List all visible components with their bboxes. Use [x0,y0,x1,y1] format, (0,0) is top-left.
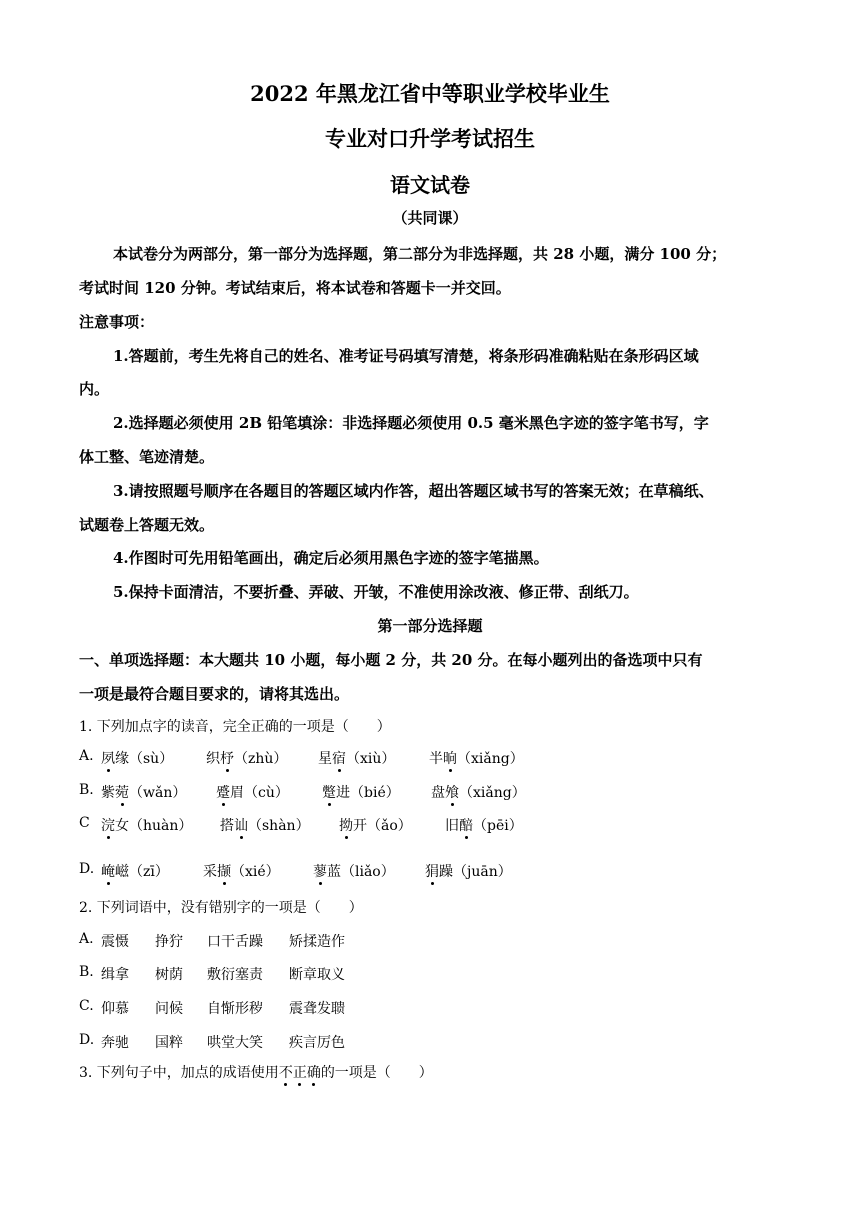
option-label: B. [79,782,94,798]
option-label: D. [79,1032,95,1048]
intro-line1: 本试卷分为两部分，第一部分为选择题，第二部分为非选择题，共 28 小题，满分 100 分； [113,245,727,263]
word: 半晌（xiǎng） [429,751,524,767]
dotted-char: 蓼 [313,864,327,880]
word: 缉拿 [101,967,129,983]
word: 蹩进（bié） [322,785,400,801]
question-3-stem: 3. 下列句子中，加点的成语使用不正确的一项是（ ） [79,1065,433,1081]
option-label: D. [79,861,95,877]
dotted-char: 狷 [425,864,439,880]
dotted-char: 蹩 [322,785,336,801]
notice-2b: 体工整、笔迹清楚。 [79,448,215,466]
dotted-char: 崦 [101,864,115,880]
exam-subtitle: （共同课） [392,209,468,227]
word: 蹙眉（cù） [216,785,289,801]
dotted-char: 夙 [101,751,115,767]
word: 搭讪（shàn） [220,818,310,834]
notice-1b: 内。 [79,380,110,398]
dotted-char: 醅 [459,818,473,834]
word: 夙缘（sù） [101,751,174,767]
option-label: C [79,815,90,831]
option-label: A. [79,931,94,947]
word: 浣女（huàn） [101,818,193,834]
word: 狷躁（juān） [425,864,512,880]
word: 奔驰 [101,1035,129,1051]
word: 口干舌躁 [207,934,263,950]
notice-title: 注意事项： [79,313,155,331]
word: 自惭形秽 [207,1001,263,1017]
exam-title-line1: 2022 年黑龙江省中等职业学校毕业生 [250,81,610,106]
word: 采撷（xié） [203,864,280,880]
option-label: B. [79,964,94,980]
question-1-stem: 1. 下列加点字的读音，完全正确的一项是（ ） [79,719,391,735]
word: 矫揉造作 [289,934,345,950]
option-label: A. [79,748,94,764]
dotted-char: 蹙 [216,785,230,801]
dotted-char: 讪 [234,818,248,834]
notice-3a: 3.请按照题号顺序在各题目的答题区域内作答，超出答题区域书写的答案无效；在草稿纸、 [113,482,714,500]
word: 星宿（xiù） [318,751,396,767]
notice-2a: 2.选择题必须使用 2B 铅笔填涂：非选择题必须使用 0.5 毫米黑色字迹的签字笔书写，字 [113,414,709,432]
word: 疾言厉色 [289,1035,345,1051]
dotted-char: 杼 [220,751,234,767]
word: 震慑 [101,934,129,950]
dotted-char: 宿 [332,751,346,767]
dotted-char: 撷 [217,864,231,880]
dotted-char: 飧 [445,785,459,801]
exam-title-line2: 专业对口升学考试招生 [325,126,535,151]
dotted-char: 不 [278,1065,293,1081]
word: 盘飧（xiǎng） [431,785,526,801]
notice-3b: 试题卷上答题无效。 [79,516,215,534]
notice-5: 5.保持卡面清洁，不要折叠、弄破、开皱，不准使用涂改液、修正带、刮纸刀。 [113,583,639,601]
word: 树荫 [155,967,183,983]
part1-heading: 第一部分选择题 [377,617,483,635]
word: 敷衍塞责 [207,967,263,983]
word: 哄堂大笑 [207,1035,263,1051]
intro-line2: 考试时间 120 分钟。考试结束后，将本试卷和答题卡一并交回。 [79,279,511,297]
word: 紫菀（wǎn） [101,785,187,801]
word: 震聋发聩 [289,1001,345,1017]
word: 拗开（ǎo） [339,818,412,834]
word: 仰慕 [101,1001,129,1017]
word: 旧醅（pēi） [445,818,523,834]
section-1-line-b: 一项是最符合题目要求的，请将其选出。 [79,685,350,703]
word: 蓼蓝（liǎo） [313,864,395,880]
notice-1a: 1.答题前，考生先将自己的姓名、准考证号码填写清楚，将条形码准确粘贴在条形码区域 [113,347,699,365]
dotted-char: 正 [292,1065,307,1081]
word: 崦嵫（zī） [101,864,169,880]
dotted-char: 浣 [101,818,115,834]
word: 问候 [155,1001,183,1017]
dotted-char: 拗 [339,818,353,834]
question-2-stem: 2. 下列词语中，没有错别字的一项是（ ） [79,900,363,916]
option-label: C. [79,998,94,1014]
word: 断章取义 [289,967,345,983]
dotted-char: 菀 [115,785,129,801]
dotted-char: 确 [306,1065,321,1081]
section-1-line-a: 一、单项选择题：本大题共 10 小题，每小题 2 分，共 20 分。在每小题列出的备选项中只有 [79,651,703,669]
word: 织杼（zhù） [206,751,288,767]
word: 国粹 [155,1035,183,1051]
word: 挣狞 [155,934,183,950]
notice-4: 4.作图时可先用铅笔画出，确定后必须用黑色字迹的签字笔描黑。 [113,549,549,567]
dotted-char: 晌 [443,751,457,767]
exam-title-subject: 语文试卷 [390,173,470,197]
